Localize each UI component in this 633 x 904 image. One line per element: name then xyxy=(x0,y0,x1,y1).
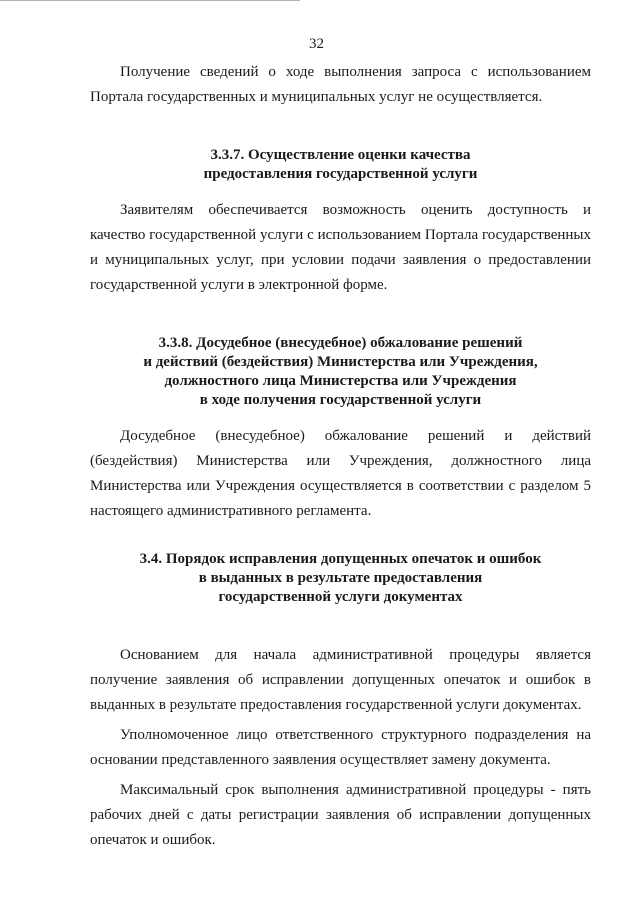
heading-line: государственной услуги документах xyxy=(218,589,463,605)
page-number: 32 xyxy=(309,36,324,52)
heading-line: в выданных в результате предоставления xyxy=(198,570,483,586)
heading-line: 3.3.8. Досудебное (внесудебное) обжалование решений xyxy=(158,335,523,351)
paragraph-authorized-person: Уполномоченное лицо ответственного структурного подразделения на основании представленного заявления осуществляет замену документа. xyxy=(90,727,591,768)
paragraph-max-term: Максимальный срок выполнения административной процедуры - пять рабочих дней с даты регистрации заявления об исправлении допущенных опечаток и ошибок. xyxy=(90,782,591,848)
scan-edge-line xyxy=(0,0,300,1)
section-heading-3-4 xyxy=(90,550,591,607)
section-heading-3-3-8 xyxy=(90,334,591,410)
paragraph-procedure-basis: Основанием для начала административной процедуры является получение заявления об исправлении допущенных опечаток и ошибок в выданных в результате предоставления государственной услуги документах. xyxy=(90,647,591,713)
paragraph-portal-info: Получение сведений о ходе выполнения запроса с использованием Порталa государственных и муниципальных услуг не осуществляется. xyxy=(90,64,591,105)
heading-line: 3.4. Порядок исправления допущенных опечаток и ошибок xyxy=(139,551,542,567)
paragraph-pretrial-appeal: Досудебное (внесудебное) обжалование решений и действий (бездействия) Министерства или Учреждения, должностного лица Министерства или Учреждения осуществляется в соответствии с разделом 5 настоящего административного регламента. xyxy=(90,428,591,519)
heading-line: предоставления государственной услуги xyxy=(203,166,478,182)
heading-line: должностного лица Министерства или Учреждения xyxy=(164,373,517,389)
heading-line: в ходе получения государственной услуги xyxy=(199,392,482,408)
section-heading-3-3-7 xyxy=(90,146,591,184)
heading-line: и действий (бездействия) Министерства или Учреждения, xyxy=(143,354,538,370)
heading-line: 3.3.7. Осуществление оценки качества xyxy=(210,147,471,163)
paragraph-quality-assessment: Заявителям обеспечивается возможность оценить доступность и качество государственной услуги с использованием Портала государственных и муниципальных услуг, при условии подачи заявления о предоставлении государственной услуги в электронной форме. xyxy=(90,202,591,293)
document-body xyxy=(90,60,591,853)
